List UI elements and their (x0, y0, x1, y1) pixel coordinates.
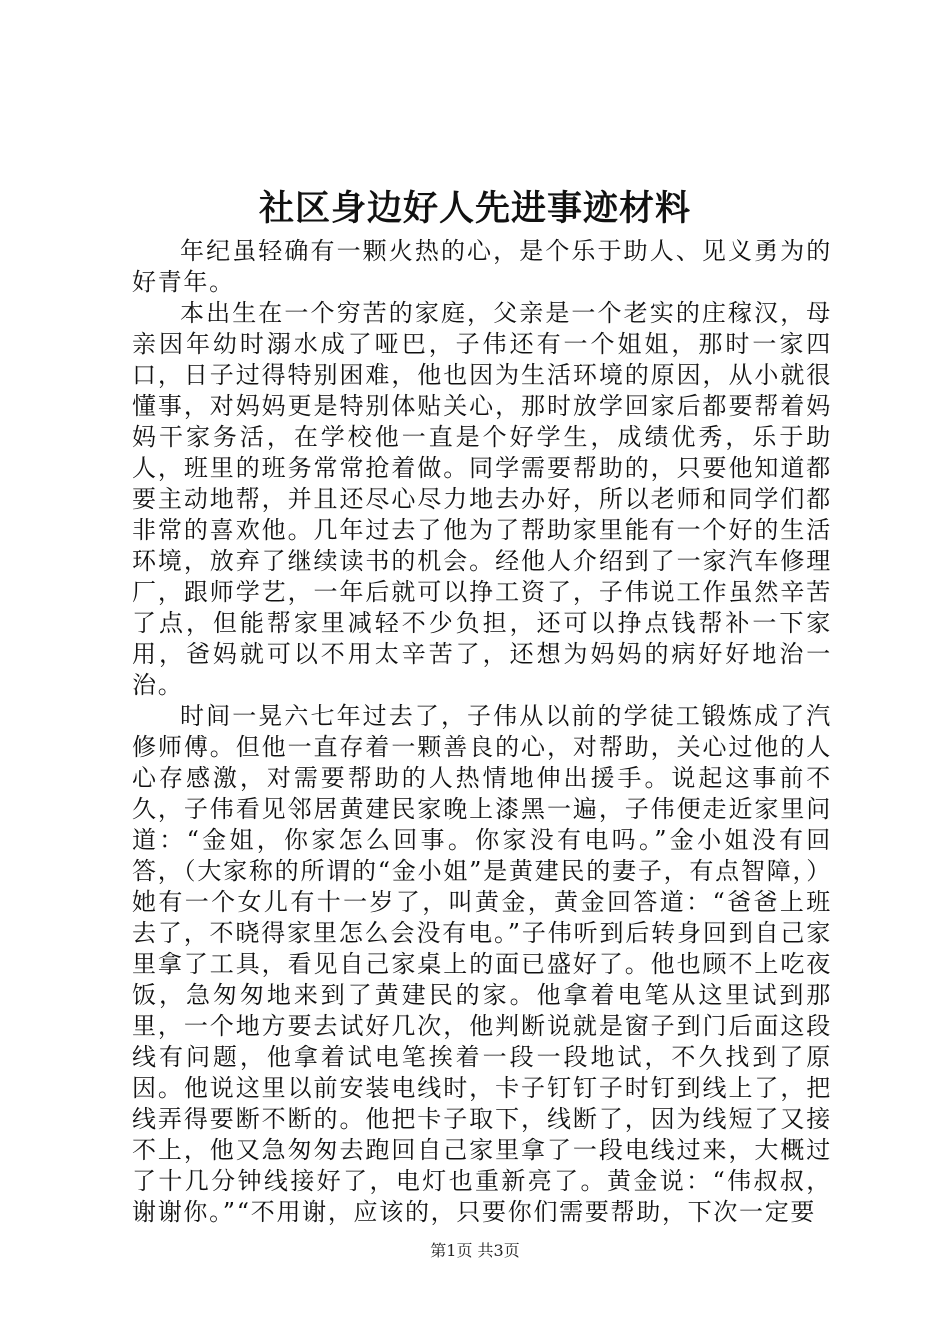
paragraph-background: 本出生在一个穷苦的家庭，父亲是一个老实的庄稼汉，母亲因年幼时溺水成了哑巴，子伟还有一个姐姐，那时一家四口，日子过得特别困难，他也因为生活环境的原因，从小就很懂事，对妈妈更是特别体贴关心，那时放学回家后都要帮着妈妈干家务活，在学校他一直是个好学生，成绩优秀，乐于助人，班里的班务常常抢着做。同学需要帮助的，只要他知道都要主动地帮，并且还尽心尽力地去办好，所以老师和同学们都非常的喜欢他。几年过去了他为了帮助家里能有一个好的生活环境，放弃了继续读书的机会。经他人介绍到了一家汽车修理厂，跟师学艺，一年后就可以挣工资了，子伟说工作虽然辛苦了点，但能帮家里减轻不少负担，还可以挣点钱帮补一下家用，爸妈就可以不用太辛苦了，还想为妈妈的病好好地治一治。 (132, 299, 832, 699)
document-title: 社区身边好人先进事迹材料 (258, 188, 691, 229)
document-body (132, 236, 832, 1228)
paragraph-intro: 年纪虽轻确有一颗火热的心，是个乐于助人、见义勇为的好青年。 (132, 237, 832, 296)
paragraph-story: 时间一晃六七年过去了，子伟从以前的学徒工锻炼成了汽修师傅。但他一直存着一颗善良的心，对帮助，关心过他的人心存感激，对需要帮助的人热情地伸出援手。说起这事前不久，子伟看见邻居黄建民家晚上漆黑一遍，子伟便走近家里问道：“金姐，你家怎么回事。你家没有电吗。”金小姐没有回答，（大家称的所谓的“金小姐”是黄建民的妻子，有点智障，）她有一个女儿有十一岁了，叫黄金，黄金回答道：“爸爸上班去了，不晓得家里怎么会没有电。”子伟听到后转身回到自己家里拿了工具，看见自己家桌上的面已盛好了。他也顾不上吃夜饭，急匆匆地来到了黄建民的家。他拿着电笔从这里试到那里，一个地方要去试好几次，他判断说就是窗子到门后面这段线有问题，他拿着试电笔挨着一段一段地试，不久找到了原因。他说这里以前安装电线时，卡子钉钉子时钉到线上了，把线弄得要断不断的。他把卡子取下，线断了，因为线短了又接不上，他又急匆匆去跑回自己家里拿了一段电线过来，大概过了十几分钟线接好了，电灯也重新亮了。黄金说：“伟叔叔，谢谢你。”“不用谢，应该的，只要你们需要帮助，下次一定要 (132, 702, 832, 1226)
page-number-footer: 第1页 共3页 (430, 1241, 520, 1260)
